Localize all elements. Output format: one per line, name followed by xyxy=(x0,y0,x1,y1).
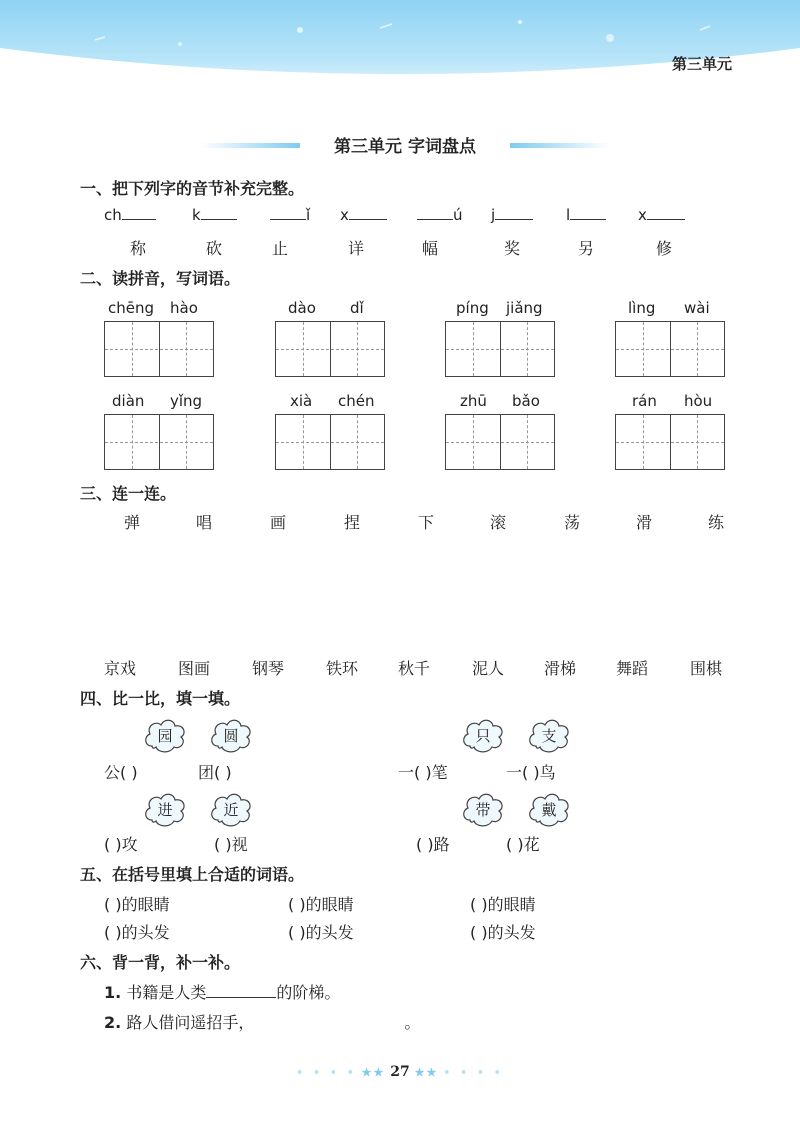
s1-char: 称 xyxy=(130,239,147,258)
page-title-wrap xyxy=(200,132,610,158)
match-top-item[interactable]: 练 xyxy=(708,513,725,532)
unit-tag: 第三单元 xyxy=(671,55,732,73)
s1-char: 奖 xyxy=(504,239,521,258)
section-1-heading: 一、把下列字的音节补充完整。 xyxy=(80,179,305,198)
cloud-char: 支 xyxy=(526,716,572,756)
answer-blank[interactable] xyxy=(270,218,306,220)
writing-grid[interactable] xyxy=(445,321,555,377)
s2-pinyin: píng xyxy=(456,299,489,317)
section-4-heading: 四、比一比，填一填。 xyxy=(80,689,241,708)
fill-item[interactable]: ( )花 xyxy=(506,835,540,854)
section-2-heading: 二、读拼音，写词语。 xyxy=(80,269,241,288)
s2-pinyin: chēng xyxy=(108,299,155,317)
section-3-heading: 三、连一连。 xyxy=(80,484,177,503)
answer-blank[interactable] xyxy=(495,218,533,220)
match-top-item[interactable]: 滚 xyxy=(490,513,507,532)
s1-pinyin-4: x xyxy=(340,206,387,224)
fill-item[interactable]: ( )的眼睛 xyxy=(104,895,170,914)
answer-blank[interactable] xyxy=(647,218,685,220)
section-6-heading: 六、背一背，补一补。 xyxy=(80,953,241,972)
answer-blank[interactable] xyxy=(349,218,387,220)
match-bottom-item[interactable]: 秋千 xyxy=(398,659,431,678)
match-top-item[interactable]: 弹 xyxy=(124,513,141,532)
s1-char: 修 xyxy=(656,239,673,258)
recite-question-2: 2. 路人借问遥招手， 。 xyxy=(104,1013,421,1032)
star-icon: ★★ xyxy=(414,1066,439,1079)
writing-grid[interactable] xyxy=(445,414,555,470)
s2-pinyin: hòu xyxy=(684,392,713,410)
fill-item[interactable]: ( )攻 xyxy=(104,835,138,854)
s2-pinyin: dào xyxy=(288,299,316,317)
fill-item[interactable]: ( )的头发 xyxy=(470,923,536,942)
s2-pinyin: yǐng xyxy=(170,392,203,410)
writing-grid[interactable] xyxy=(615,321,725,377)
answer-blank[interactable] xyxy=(570,218,606,220)
fill-item[interactable]: 团( ) xyxy=(198,763,232,782)
cloud-char: 近 xyxy=(208,790,254,830)
s2-pinyin: zhū xyxy=(460,392,487,410)
cloud-char: 戴 xyxy=(526,790,572,830)
s1-pinyin-5: ú xyxy=(417,206,463,224)
fill-item[interactable]: ( )的眼睛 xyxy=(470,895,536,914)
answer-blank[interactable] xyxy=(206,996,276,998)
match-top-item[interactable]: 唱 xyxy=(196,513,213,532)
writing-grid[interactable] xyxy=(615,414,725,470)
s2-pinyin: bǎo xyxy=(512,392,540,410)
s1-char: 止 xyxy=(272,239,289,258)
fill-item[interactable]: ( )视 xyxy=(214,835,248,854)
s1-pinyin-2: k xyxy=(192,206,237,224)
decor-dots-left: • • • • xyxy=(296,1066,357,1079)
s2-pinyin: chén xyxy=(338,392,375,410)
writing-grid[interactable] xyxy=(275,414,385,470)
page-number: 27 xyxy=(390,1064,410,1080)
match-top-item[interactable]: 滑 xyxy=(636,513,653,532)
match-bottom-item[interactable]: 围棋 xyxy=(690,659,723,678)
match-bottom-item[interactable]: 滑梯 xyxy=(544,659,577,678)
fill-item[interactable]: ( )的眼睛 xyxy=(288,895,354,914)
recite-question-1: 1. 书籍是人类 的阶梯。 xyxy=(104,983,341,1002)
match-bottom-item[interactable]: 钢琴 xyxy=(252,659,285,678)
fill-item[interactable]: 一( )笔 xyxy=(398,763,448,782)
page-footer xyxy=(0,1064,800,1080)
match-bottom-item[interactable]: 舞蹈 xyxy=(616,659,649,678)
writing-grid[interactable] xyxy=(104,321,214,377)
star-icon: ★★ xyxy=(361,1066,386,1079)
s1-pinyin-1: ch xyxy=(104,206,156,224)
s2-pinyin: jiǎng xyxy=(506,299,543,317)
s2-pinyin: wài xyxy=(684,299,710,317)
fill-item[interactable]: ( )的头发 xyxy=(104,923,170,942)
s2-pinyin: lìng xyxy=(628,299,656,317)
match-bottom-item[interactable]: 铁环 xyxy=(326,659,359,678)
s1-char: 另 xyxy=(578,239,595,258)
s2-pinyin: dǐ xyxy=(350,299,364,317)
s2-pinyin: rán xyxy=(632,392,657,410)
page-title: 第三单元 字词盘点 xyxy=(334,137,476,157)
writing-grid[interactable] xyxy=(275,321,385,377)
fill-item[interactable]: ( )路 xyxy=(416,835,450,854)
s2-pinyin: hào xyxy=(170,299,198,317)
match-top-item[interactable]: 捏 xyxy=(344,513,361,532)
cloud-char: 圆 xyxy=(208,716,254,756)
answer-blank[interactable] xyxy=(201,218,237,220)
match-top-item[interactable]: 下 xyxy=(418,513,435,532)
s1-char: 幅 xyxy=(422,239,439,258)
answer-blank[interactable] xyxy=(417,218,453,220)
s2-pinyin: diàn xyxy=(112,392,145,410)
fill-item[interactable]: 公( ) xyxy=(104,763,138,782)
header-banner xyxy=(0,0,800,110)
section-5-heading: 五、在括号里填上合适的词语。 xyxy=(80,865,305,884)
s1-pinyin-3: ǐ xyxy=(270,206,310,224)
match-bottom-item[interactable]: 泥人 xyxy=(472,659,505,678)
match-top-item[interactable]: 画 xyxy=(270,513,287,532)
cloud-char: 带 xyxy=(460,790,506,830)
writing-grid[interactable] xyxy=(104,414,214,470)
match-top-item[interactable]: 荡 xyxy=(564,513,581,532)
s2-pinyin: xià xyxy=(290,392,313,410)
fill-item[interactable]: ( )的头发 xyxy=(288,923,354,942)
cloud-char: 只 xyxy=(460,716,506,756)
match-bottom-item[interactable]: 京戏 xyxy=(104,659,137,678)
s1-pinyin-6: j xyxy=(491,206,533,224)
match-bottom-item[interactable]: 图画 xyxy=(178,659,211,678)
s1-char: 砍 xyxy=(206,239,223,258)
s1-pinyin-7: l xyxy=(566,206,606,224)
decor-dots-right: • • • • xyxy=(443,1066,504,1079)
cloud-char: 进 xyxy=(142,790,188,830)
cloud-char: 园 xyxy=(142,716,188,756)
fill-item[interactable]: 一( )鸟 xyxy=(506,763,556,782)
s1-pinyin-8: x xyxy=(638,206,685,224)
answer-blank[interactable] xyxy=(122,218,156,220)
s1-char: 详 xyxy=(348,239,365,258)
